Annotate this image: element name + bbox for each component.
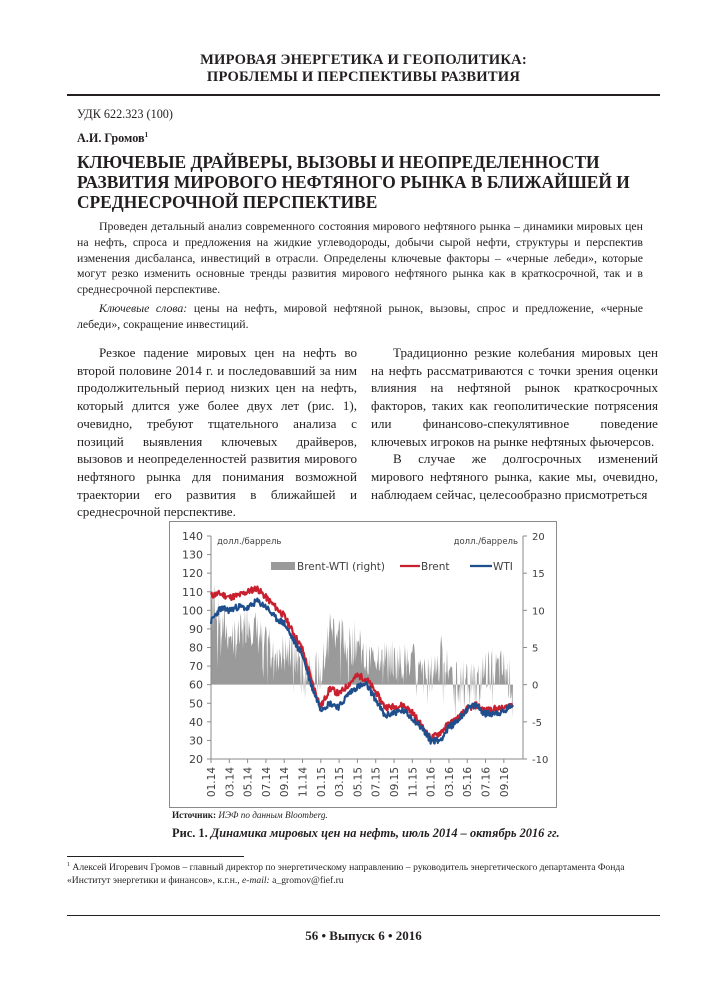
- left-axis-tick-label: 140: [182, 530, 203, 543]
- page-footer: 56 • Выпуск 6 • 2016: [305, 928, 422, 943]
- author-footnote-mark[interactable]: 1: [144, 131, 149, 139]
- left-axis-tick-label: 20: [189, 753, 203, 766]
- legend-label-brent: Brent: [421, 561, 450, 573]
- footnote-text: Алексей Игоревич Громов – главный директор по энергетическому направлению – руководитель энергетического департамента Фонда «Институт энергетики и финансов», к.г.н.,: [67, 862, 625, 886]
- footnote-mark: 1: [67, 862, 70, 868]
- x-axis-tick-label: 07.15: [370, 767, 383, 798]
- figure-source: [172, 810, 328, 820]
- right-axis-tick-label: -5: [532, 717, 542, 729]
- left-axis-tick-label: 60: [189, 678, 203, 692]
- x-axis-tick-label: 07.14: [260, 767, 273, 798]
- figure-caption: [172, 826, 560, 841]
- author-name: А.И. Громов: [77, 131, 145, 146]
- right-axis-tick-label: 15: [532, 569, 545, 581]
- header-divider: [67, 94, 660, 96]
- left-axis-unit-label: долл./баррель: [217, 537, 282, 547]
- footnote-email[interactable]: a_gromov@fief.ru: [269, 874, 344, 886]
- article-title: КЛЮЧЕВЫЕ ДРАЙВЕРЫ, ВЫЗОВЫ И НЕОПРЕДЕЛЕННОСТИ РАЗВИТИЯ МИРОВОГО НЕФТЯНОГО РЫНКА В БЛИЖАЙШЕЙ И СРЕДНЕСРОЧНОЙ ПЕРСПЕКТИВЕ: [77, 152, 630, 212]
- body-paragraph: В случае же долгосрочных изменений мирового нефтяного рынка, какие мы, очевидно, наблюдаем сейчас, целесообразно присмотреться: [371, 451, 658, 502]
- spread-area: [211, 581, 513, 725]
- x-axis-tick-label: 01.16: [425, 767, 438, 798]
- footnote: [67, 859, 662, 887]
- source-label: Источник:: [172, 810, 217, 820]
- x-axis-tick-label: 03.15: [334, 767, 347, 798]
- abstract: Проведен детальный анализ современного состояния мирового нефтяного рынка – динамики мировых цен на нефть, спроса и предложения на жидкие углеводороды, добычи сырой нефти, структуры и перспектив изменения дисбаланса, инвестиций в отрасли. Определены ключевые факторы – «черные лебеди», которые могут резко изменить основные тренды развития мирового нефтяного рынка как в краткосрочной, так и в среднесрочной перспективе.: [77, 219, 643, 297]
- x-axis-tick-label: 11.15: [407, 767, 420, 798]
- spread-area-layer: [211, 581, 513, 725]
- left-axis-tick-label: 130: [182, 548, 203, 562]
- x-axis-tick-label: 05.16: [462, 767, 475, 798]
- legend-label-spread: Brent-WTI (right): [297, 561, 385, 573]
- body-column-left: [77, 344, 357, 521]
- keywords-text: цены на нефть, мировой нефтяной рынок, вызовы, спрос и предложение, «черные лебеди», сокращение инвестиций.: [77, 301, 643, 331]
- left-axis-tick-label: 70: [189, 660, 203, 674]
- x-axis-tick-label: 03.16: [443, 767, 456, 798]
- x-axis-tick-label: 11.14: [297, 767, 310, 798]
- footer-divider: [67, 915, 660, 916]
- left-axis-tick-label: 120: [182, 567, 203, 581]
- left-axis-tick-label: 40: [189, 715, 203, 729]
- left-axis-tick-label: 50: [189, 697, 203, 711]
- left-axis-tick-label: 30: [189, 734, 203, 748]
- x-axis-tick-label: 03.14: [224, 767, 237, 798]
- journal-header-line-1: МИРОВАЯ ЭНЕРГЕТИКА И ГЕОПОЛИТИКА:: [200, 52, 527, 68]
- left-axis-tick-label: 90: [189, 622, 203, 636]
- x-axis-tick-label: 05.15: [352, 767, 365, 798]
- right-axis-tick-label: 0: [532, 680, 539, 692]
- chart-svg: [170, 522, 556, 807]
- right-axis-tick-label: -10: [532, 755, 549, 766]
- x-axis-tick-label: 09.15: [389, 767, 402, 798]
- footnote-email-label: e-mail:: [242, 874, 270, 886]
- keywords: [77, 301, 643, 333]
- footnote-divider: [67, 856, 244, 857]
- right-axis-unit-label: долл./баррель: [453, 537, 518, 547]
- x-axis-tick-label: 01.15: [315, 767, 328, 798]
- source-text: ИЭФ по данным Bloomberg.: [216, 810, 328, 820]
- journal-header-line-2: ПРОБЛЕМЫ И ПЕРСПЕКТИВЫ РАЗВИТИЯ: [206, 69, 521, 85]
- keywords-label: Ключевые слова:: [99, 301, 188, 315]
- caption-text: Динамика мировых цен на нефть, июль 2014 – октябрь 2016 гг.: [210, 826, 560, 840]
- caption-label: Рис. 1.: [172, 826, 211, 840]
- x-axis-tick-label: 07.16: [480, 767, 493, 798]
- udk-code: УДК 622.323 (100): [77, 107, 173, 121]
- body-column-right: [371, 344, 658, 503]
- legend-swatch-spread: [271, 562, 295, 570]
- author: [77, 131, 148, 146]
- body-paragraph: Традиционно резкие колебания мировых цен на нефть рассматриваются с точки зрения оценки влияния на нефтяной рынок краткосрочных факторов, таких как геополитические потрясения или финансово-спекулятивное поведение ключевых игроков на рынке нефтяных фьючерсов.: [371, 345, 658, 449]
- left-axis-tick-label: 110: [182, 585, 203, 599]
- x-axis-tick-label: 05.14: [242, 767, 255, 798]
- journal-header: [67, 52, 660, 86]
- left-axis-tick-label: 100: [182, 604, 203, 618]
- legend: [271, 561, 513, 573]
- right-axis-tick-label: 20: [532, 532, 545, 543]
- body-paragraph: Резкое падение мировых цен на нефть во второй половине 2014 г. и последовавший за ним продолжительный период низких цен на нефть, который длится уже более двух лет (рис. 1), очевидно, требуют тщательного анализа с позиций выявления ключевых драйверов, вызовов и неопределенностей развития мирового нефтяного рынка для понимания возможной траектории его развития в ближайшей и среднесрочной перспективе.: [77, 345, 357, 520]
- oil-price-chart: [169, 521, 557, 808]
- left-axis-tick-label: 80: [189, 641, 203, 655]
- right-axis-tick-label: 10: [532, 606, 545, 618]
- x-axis-tick-label: 09.16: [498, 767, 511, 798]
- right-axis-tick-label: 5: [532, 643, 539, 655]
- legend-label-wti: WTI: [493, 561, 513, 573]
- x-axis-tick-label: 09.14: [279, 767, 292, 798]
- x-axis-tick-label: 01.14: [206, 767, 218, 798]
